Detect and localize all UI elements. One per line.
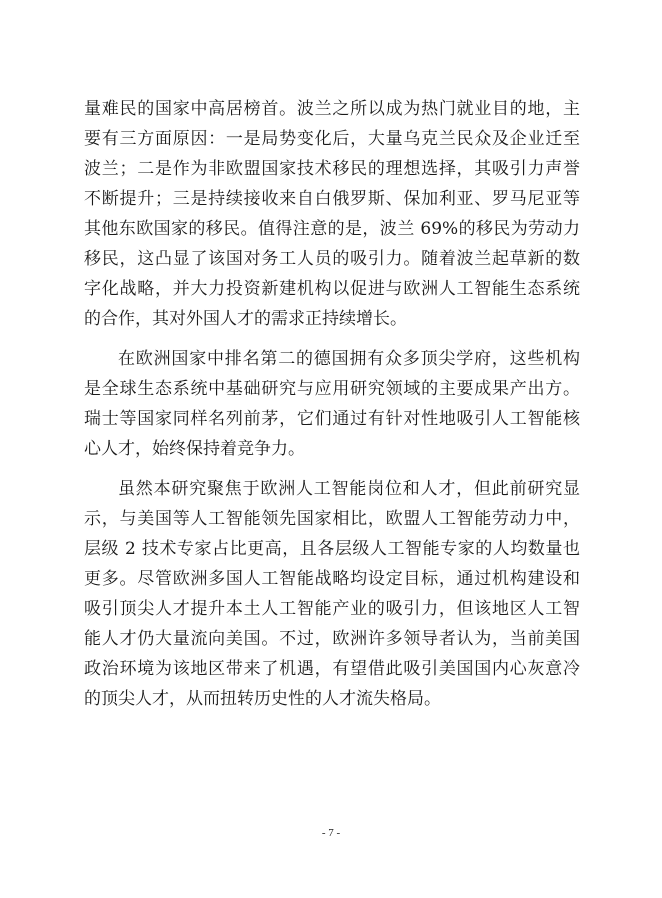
paragraph-eu-talent: [84, 474, 580, 714]
text-line: 虽然本研究聚焦于欧洲人工智能岗位和人才，但此前研究显: [118, 479, 580, 499]
text-line: 层级 2 技术专家占比更高，且各层级人工智能专家的人均数量也: [84, 539, 580, 559]
text-line: 要有三方面原因：一是局势变化后，大量乌克兰民众及企业迁至: [84, 129, 580, 149]
paragraph-germany-switzerland: [84, 344, 580, 464]
text-line: 更多。尽管欧洲多国人工智能战略均设定目标，通过机构建设和: [84, 569, 580, 589]
text-line: 量难民的国家中高居榜首。波兰之所以成为热门就业目的地，主: [84, 99, 580, 119]
text-line: 字化战略，并大力投资新建机构以促进与欧洲人工智能生态系统: [84, 279, 580, 299]
text-line: 在欧洲国家中排名第二的德国拥有众多顶尖学府，这些机构: [118, 349, 580, 369]
text-line: 瑞士等国家同样名列前茅，它们通过有针对性地吸引人工智能核: [84, 409, 580, 429]
paragraph-poland-migration: [84, 94, 580, 334]
text-line: 能人才仍大量流向美国。不过，欧洲许多领导者认为，当前美国: [84, 629, 580, 649]
text-line: 的顶尖人才，从而扭转历史性的人才流失格局。: [84, 689, 441, 709]
text-line: 心人才，始终保持着竞争力。: [84, 439, 305, 459]
text-line: 示，与美国等人工智能领先国家相比，欧盟人工智能劳动力中，: [84, 509, 580, 529]
body-text: [84, 94, 580, 714]
paragraph-spacing: [84, 334, 580, 344]
text-line: 波兰；二是作为非欧盟国家技术移民的理想选择，其吸引力声誉: [84, 159, 580, 179]
paragraph-spacing: [84, 464, 580, 474]
text-line: 其他东欧国家的移民。值得注意的是，波兰 69%的移民为劳动力: [84, 219, 580, 239]
text-line: 吸引顶尖人才提升本土人工智能产业的吸引力，但该地区人工智: [84, 599, 580, 619]
text-line: 不断提升；三是持续接收来自白俄罗斯、保加利亚、罗马尼亚等: [84, 189, 580, 209]
text-line: 移民，这凸显了该国对务工人员的吸引力。随着波兰起草新的数: [84, 249, 580, 269]
text-line: 的合作，其对外国人才的需求正持续增长。: [84, 309, 407, 329]
text-line: 政治环境为该地区带来了机遇，有望借此吸引美国国内心灰意冷: [84, 659, 580, 679]
page-number: - 7 -: [321, 827, 341, 839]
text-line: 是全球生态系统中基础研究与应用研究领域的主要成果产出方。: [84, 379, 580, 399]
